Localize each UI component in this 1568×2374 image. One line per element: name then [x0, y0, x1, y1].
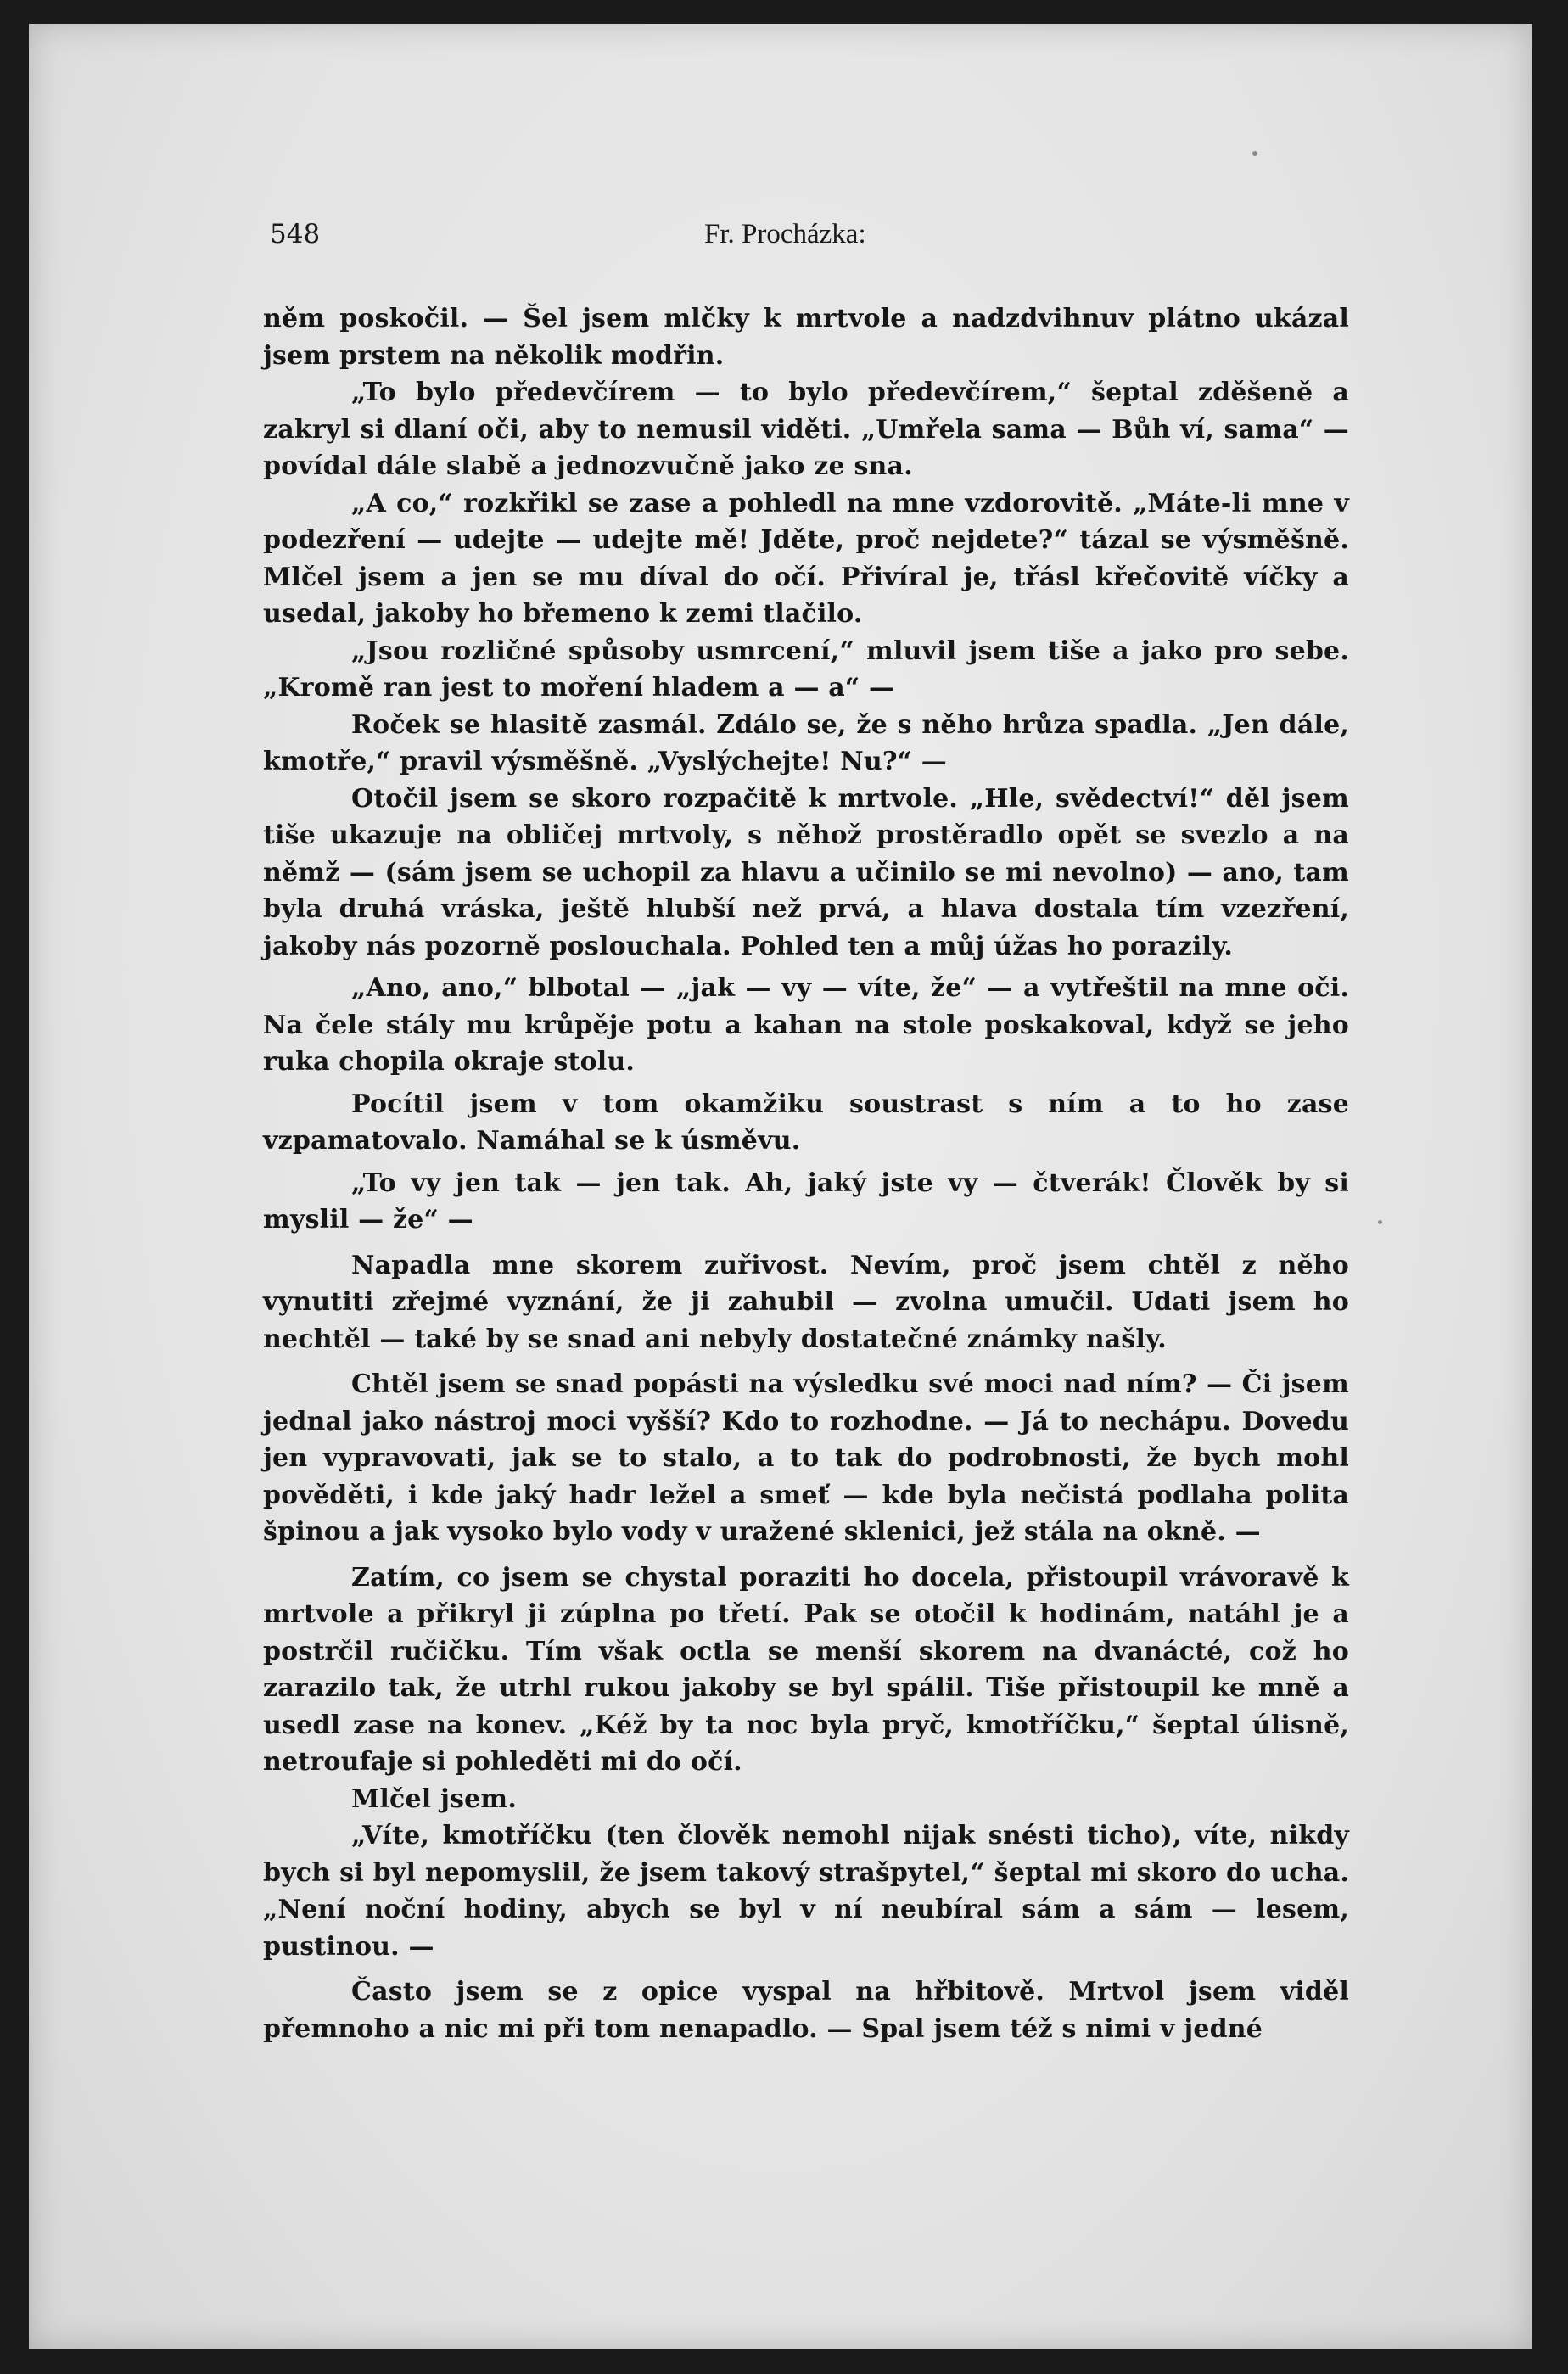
paragraph: Zatím, co jsem se chystal poraziti ho docela, přistoupil vrávoravě k mrtvole a přikryl ji zúplna po třetí. Pak se otočil k hodinám, natáhl je a postrčil ručičku. Tím však octla se menší skorem na dvanácté, což ho zarazilo tak, že utrhl rukou jakoby se byl spálil. Tiše přistoupil ke mně a usedl zase na konev. „Kéž by ta noc byla pryč, kmotříčku,“ šeptal úlisně, netroufaje si pohleděti mi do očí. [263, 1562, 1349, 1777]
running-head: Fr. Procházka: [704, 219, 866, 249]
paragraph: Chtěl jsem se snad popásti na výsledku své moci nad ním? — Či jsem jednal jako nástroj moci vyšší? Kdo to rozhodne. — Já to nechápu. Dovedu jen vypravovati, jak se to stalo, a to tak do podrobnosti, že bych mohl pověděti, i kde jaký hadr ležel a smeť — kde byla nečistá podlaha polita špinou a jak vysoko bylo vody v uražené sklenici, jež stála na okně. — [263, 1369, 1349, 1547]
paper-speck [1378, 1220, 1382, 1224]
paragraph: Roček se hlasitě zasmál. Zdálo se, že s něho hrůza spadla. „Jen dále, kmotře,“ pravil výsměšně. „Vyslýchejte! Nu?“ — [263, 709, 1349, 776]
paragraph: Pocítil jsem v tom okamžiku soustrast s ním a to ho zase vzpamatovalo. Namáhal se k úsměvu. [263, 1089, 1349, 1156]
page-header [270, 219, 1341, 253]
paper-speck [1252, 151, 1257, 156]
paragraph: „A co,“ rozkřikl se zase a pohledl na mne vzdorovitě. „Máte-li mne v podezření — udejte — udejte mě! Jděte, proč nejdete?“ tázal se výsměšně. Mlčel jsem a jen se mu díval do očí. Přivíral je, třásl křečovitě víčky a usedal, jakoby ho břemeno k zemi tlačilo. [263, 488, 1349, 629]
paragraph: Otočil jsem se skoro rozpačitě k mrtvole. „Hle, svědectví!“ děl jsem tiše ukazuje na obličej mrtvoly, s něhož prostěradlo opět se svezlo a na němž — (sám jsem se uchopil za hlavu a učinilo se mi nevolno) — ano, tam byla druhá vráska, ještě hlubší než prvá, a hlava dostala tím vzezření, jakoby nás pozorně poslouchala. Pohled ten a můj úžas ho porazily. [263, 783, 1349, 961]
paragraph: Napadla mne skorem zuřivost. Nevím, proč jsem chtěl z něho vynutiti zřejmé vyznání, že ji zahubil — zvolna umučil. Udati jsem ho nechtěl — také by se snad ani nebyly dostatečné známky našly. [263, 1250, 1349, 1354]
paragraph: „To vy jen tak — jen tak. Ah, jaký jste vy — čtverák! Člověk by si myslil — že“ — [263, 1167, 1349, 1235]
body-text [263, 300, 1349, 2047]
paragraph: „Ano, ano,“ blbotal — „jak — vy — víte, že“ — a vytřeštil na mne oči. Na čele stály mu krůpěje potu a kahan na stole poskakoval, když se jeho ruka chopila okraje stolu. [263, 973, 1349, 1077]
paragraph: „To bylo předevčírem — to bylo předevčírem,“ šeptal zděšeně a zakryl si dlaní oči, aby to nemusil viděti. „Umřela sama — Bůh ví, sama“ — povídal dále slabě a jednozvučně jako ze sna. [263, 378, 1349, 481]
paragraph: něm poskočil. — Šel jsem mlčky k mrtvole a nadzdvihnuv plátno ukázal jsem prstem na několik modřin. [263, 304, 1349, 371]
paragraph: Mlčel jsem. [351, 1783, 518, 1814]
paragraph: „Víte, kmotříčku (ten člověk nemohl nijak snésti ticho), víte, nikdy bych si byl nepomyslil, že jsem takový strašpytel,“ šeptal mi skoro do ucha. „Není noční hodiny, abych se byl v ní neubíral sám a sám — lesem, pustinou. — [263, 1821, 1349, 1962]
paragraph: Často jsem se z opice vyspal na hřbitově. Mrtvol jsem viděl přemnoho a nic mi při tom nenapadlo. — Spal jsem též s nimi v jedné [263, 1977, 1349, 2044]
page-number: 548 [270, 219, 321, 249]
paragraph: „Jsou rozličné spůsoby usmrcení,“ mluvil jsem tiše a jako pro sebe. „Kromě ran jest to moření hladem a — a“ — [263, 635, 1349, 703]
